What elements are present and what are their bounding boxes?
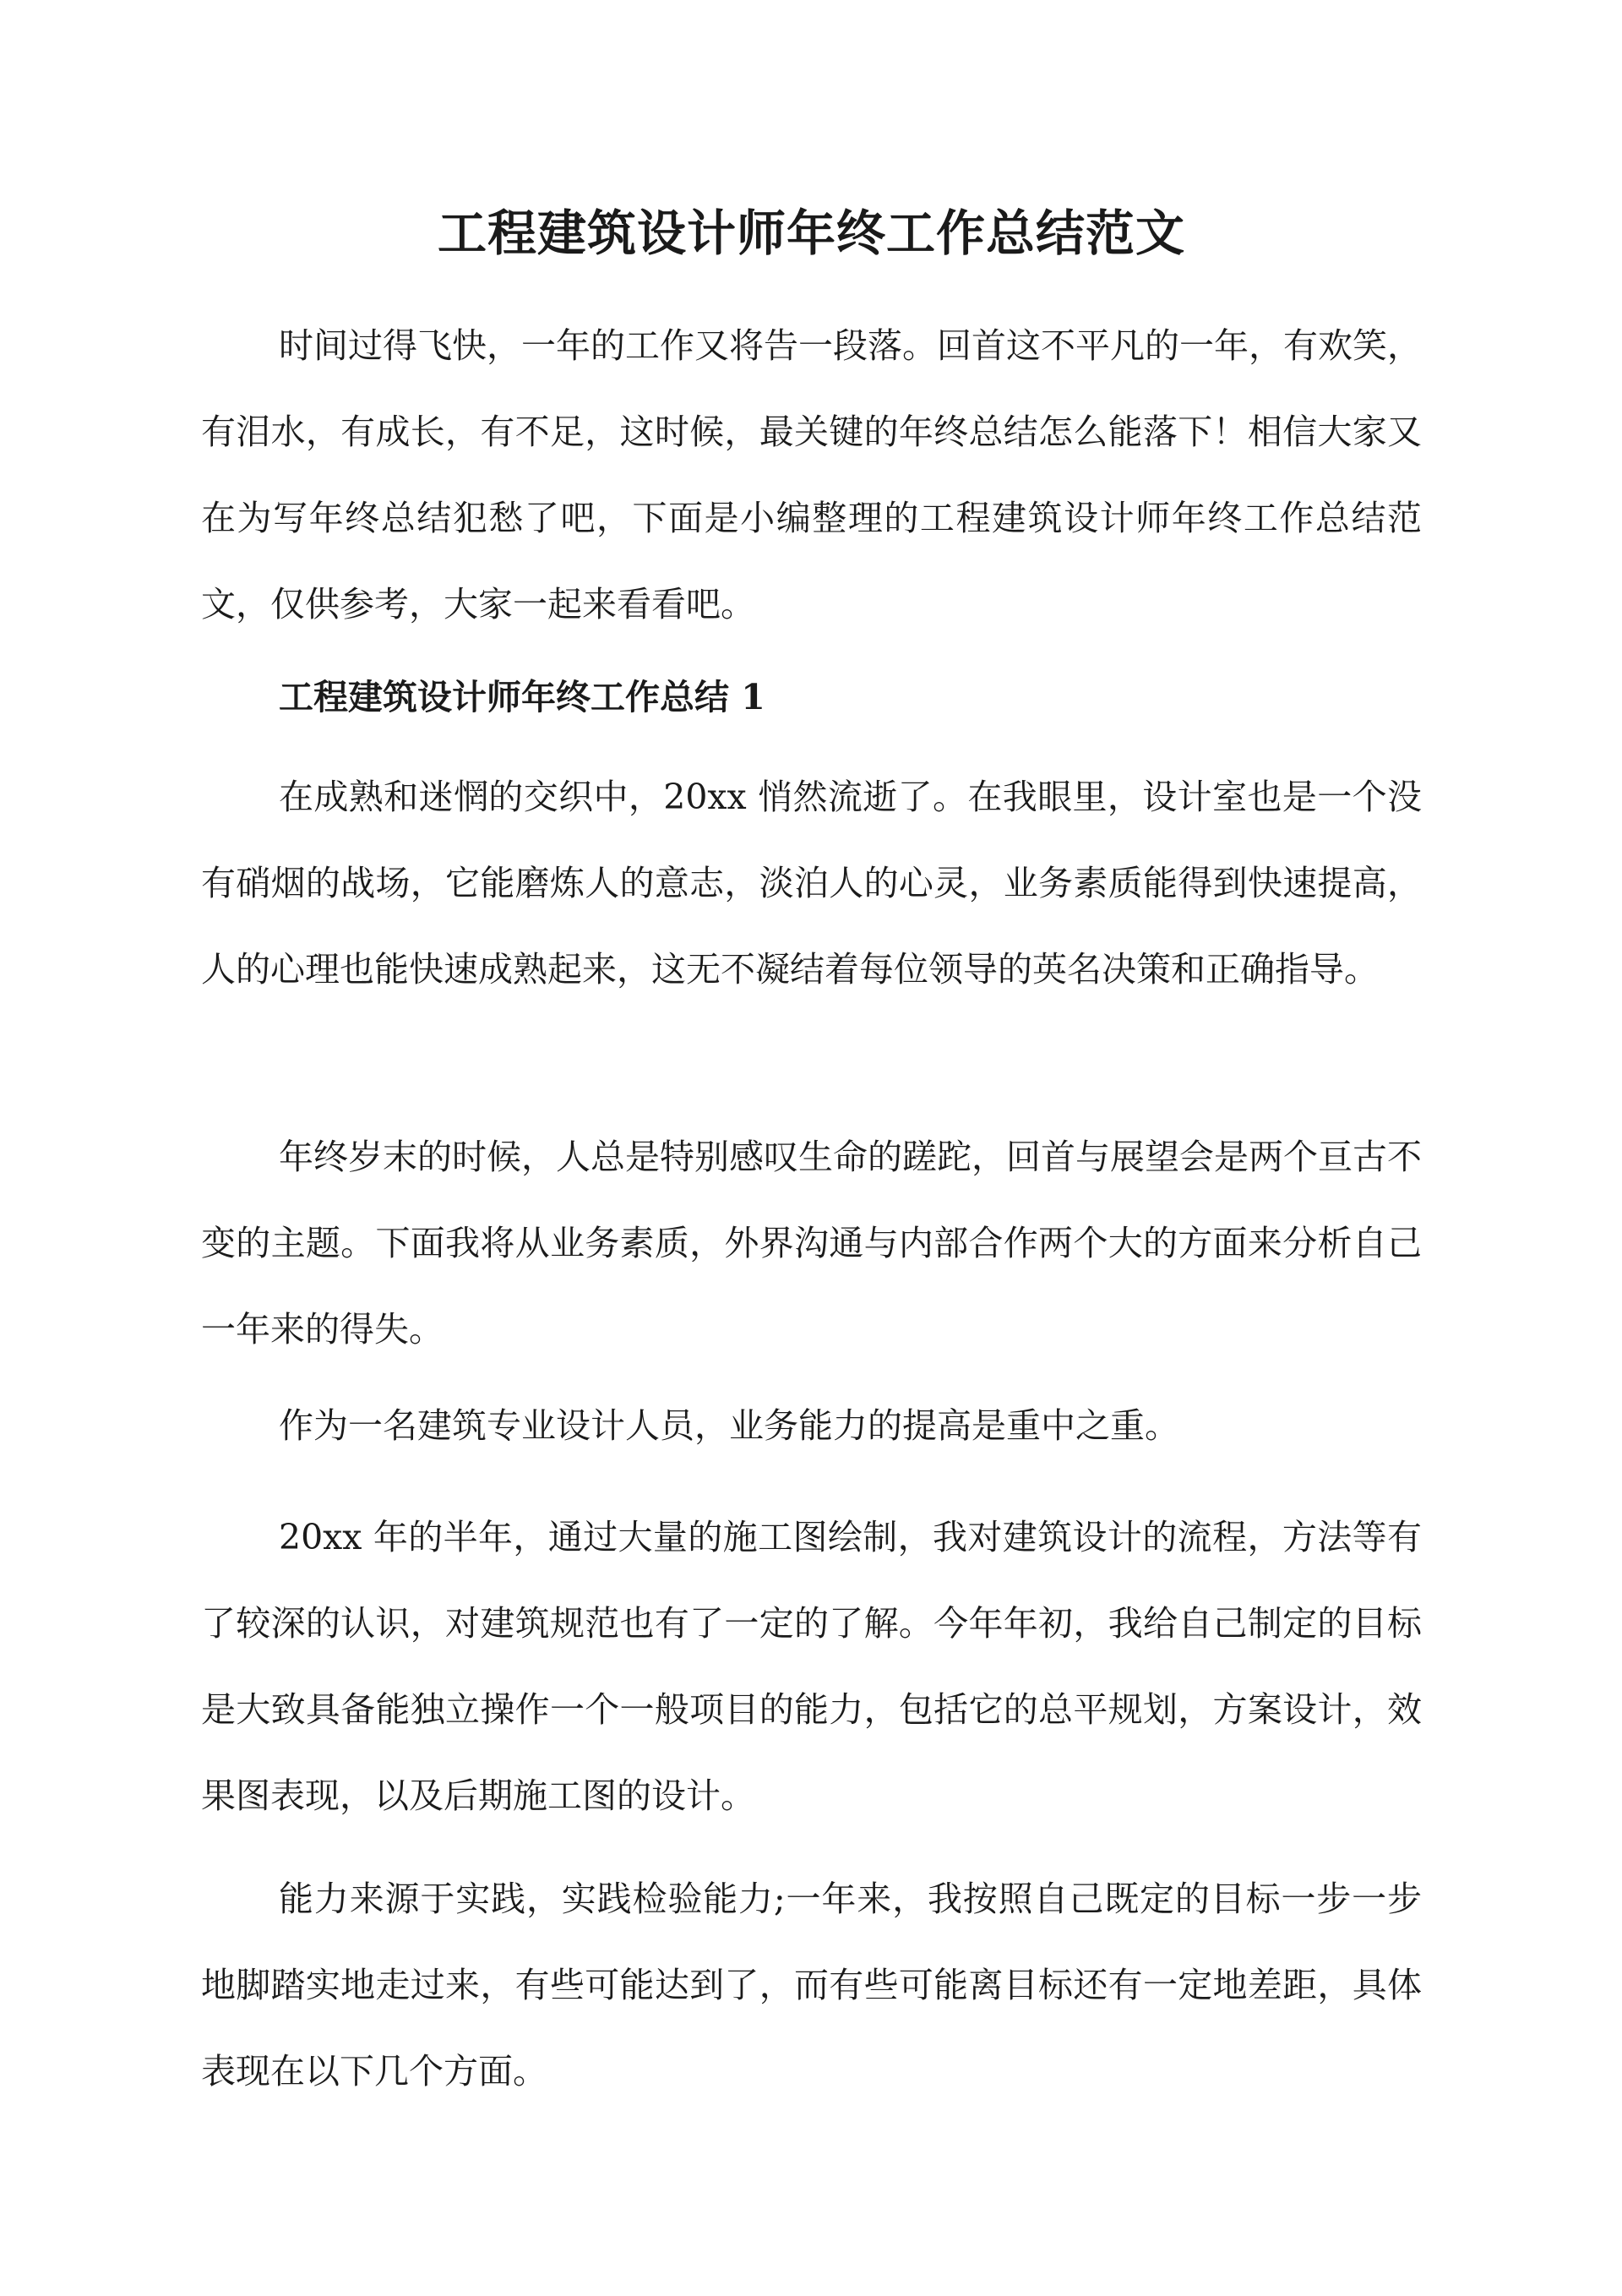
section-heading: 工程建筑设计师年终工作总结 1 — [279, 677, 765, 717]
body-paragraph: 作为一名建筑专业设计人员，业务能力的提高是重中之重。 — [279, 1405, 1179, 1446]
body-paragraph: 在成熟和迷惘的交织中，20xx 悄然流逝了。在我眼里，设计室也是一个没有硝烟的战场，它能磨炼人的意志，淡泊人的心灵，业务素质能得到快速提高，人的心理也能快速成熟起来，这无不凝结着每位领导的英名决策和正确指导。 — [201, 777, 1422, 990]
intro-paragraph: 时间过得飞快，一年的工作又将告一段落。回首这不平凡的一年，有欢笑，有泪水，有成长，有不足，这时候，最关键的年终总结怎么能落下！相信大家又在为写年终总结犯愁了吧，下面是小编整理的工程建筑设计师年终工作总结范文，仅供参考，大家一起来看看吧。 — [201, 325, 1422, 624]
body-paragraph: 年终岁末的时候，人总是特别感叹生命的蹉跎，回首与展望会是两个亘古不变的主题。下面我将从业务素质，外界沟通与内部合作两个大的方面来分析自己一年来的得失。 — [201, 1137, 1422, 1350]
body-paragraph: 能力来源于实践，实践检验能力;一年来，我按照自己既定的目标一步一步地脚踏实地走过来，有些可能达到了，而有些可能离目标还有一定地差距，具体表现在以下几个方面。 — [201, 1879, 1422, 2091]
body-paragraph: 20xx 年的半年，通过大量的施工图绘制，我对建筑设计的流程，方法等有了较深的认识，对建筑规范也有了一定的了解。今年年初，我给自己制定的目标是大致具备能独立操作一个一般项目的能力，包括它的总平规划，方案设计，效果图表现，以及后期施工图的设计。 — [201, 1517, 1422, 1816]
document-title: 工程建筑设计师年终工作总结范文 — [437, 205, 1185, 262]
